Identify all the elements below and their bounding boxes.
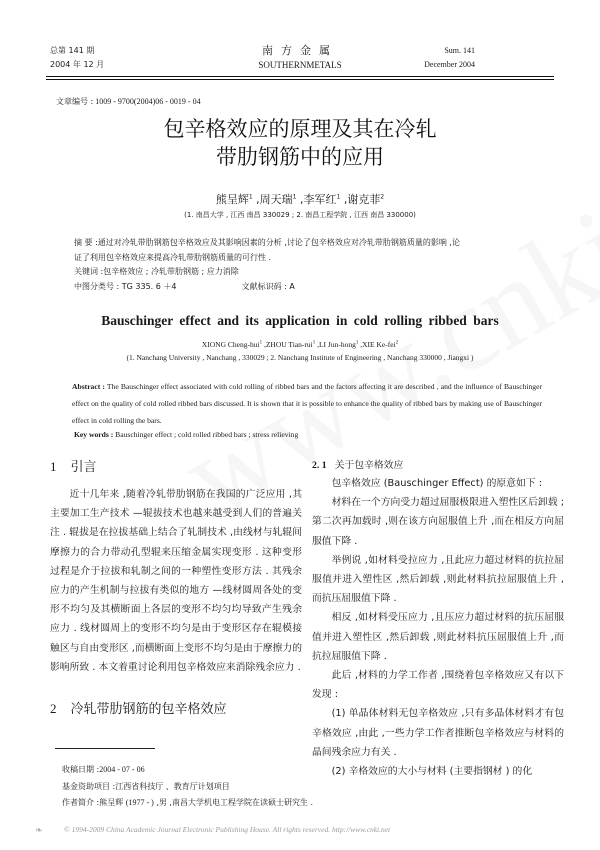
section-heading-1 bbox=[50, 458, 302, 477]
issue-number-en: Sum. 141 bbox=[444, 46, 475, 55]
english-title: Bauschinger effect and its application in cold rolling ribbed bars bbox=[101, 313, 499, 328]
header-rule-thin bbox=[46, 79, 554, 80]
document-code: 文献标识码 : A bbox=[241, 281, 295, 291]
author-en: ,XIE Ke-fei bbox=[358, 340, 396, 349]
author-bio-label: 作者简介 :熊呈辉 bbox=[62, 798, 126, 807]
author-affiliation-mark: 1 bbox=[259, 340, 263, 346]
author: ,谢克菲 bbox=[340, 193, 381, 206]
section-number: 2 bbox=[50, 701, 57, 716]
keywords-cn: 关键词 :包辛格效应 ; 冷轧带肋钢筋 ; 应力消除 bbox=[74, 267, 239, 276]
author-en: ,LI Jun-hong bbox=[315, 340, 356, 349]
paper-title-line2: 带肋钢筋中的应用 bbox=[216, 145, 384, 169]
section-1-paragraph: 近十几年来 ,随着冷轧带肋钢筋在我国的广泛应用 ,其主要加工生产技术 —辊拔技术也越来越受到人们的普遍关注 . 辊拔是在拉拔基础上结合了轧制技术 ,由线材与轧辊间摩擦力的合力带动孔型辊来压缩金属实现变形 . 这种变形过程是介于拉拔和轧制之间的一种塑性变形方法 . 其残余应力的产生机制与拉拔有类似的地方 —线材圆周各处的变形不均匀及其横断面上各层的变形不均匀均导致产生残余应力 . 线材圆周上的变形不均匀是由于变形区存在辊模接触区与自由变形区 ,而横断面上变形不均匀是由于摩擦力的影响所致 . 本文着重讨论利用包辛格效应来消除残余应力 . bbox=[50, 489, 302, 673]
author-affiliation-mark: 1 bbox=[248, 193, 253, 201]
author-bio-years: (1977 - ) bbox=[125, 798, 154, 807]
article-number-value: 1009 - 9700(2004)06 - 0019 - 04 bbox=[93, 97, 201, 106]
author-affiliation-mark: 1 bbox=[336, 193, 341, 201]
subsection-heading-2-1 bbox=[312, 458, 564, 474]
abstract-cn bbox=[74, 236, 554, 294]
author-en: XIONG Cheng-hui bbox=[201, 340, 260, 349]
article-number bbox=[56, 96, 201, 107]
abstract-cn-line: 摘 要 :通过对冷轧带肋钢筋包辛格效应及其影响因素的分析 ,讨论了包辛格效应对冷轧带肋钢筋质量的影响 ,论 bbox=[74, 238, 460, 247]
english-keywords-label: Key words : bbox=[74, 430, 114, 439]
paragraph: 包辛格效应 (Bauschinger Effect) 的原意如下 : bbox=[331, 478, 542, 489]
section-title: 冷轧带肋钢筋的包辛格效应 bbox=[70, 702, 227, 717]
received-date-label: 收稿日期 : bbox=[62, 765, 100, 774]
english-author-list bbox=[0, 340, 600, 349]
author: 熊呈辉 bbox=[215, 193, 249, 206]
journal-name-cn: 南方金属 bbox=[262, 44, 338, 57]
subsection-number: 2. 1 bbox=[312, 460, 327, 471]
received-date bbox=[62, 762, 313, 779]
paragraph: 举例说 ,如材料受拉应力 ,且此应力超过材料的抗拉屈服值并进入塑性区 ,然后卸载 ,则此材料抗拉屈服值上升 ,而抗压屈服值下降 . bbox=[312, 554, 564, 605]
issue-info-en bbox=[424, 44, 475, 72]
issue-date-en: December 2004 bbox=[424, 60, 475, 69]
author-bio-text: ,男 ,南昌大学机电工程学院在读硕士研究生 . bbox=[153, 798, 314, 807]
copyright-notice: © 1994-2009 China Academic Journal Electronic Publishing House. All rights reserved. http://www.cnki.net bbox=[64, 825, 391, 834]
author-en: ,ZHOU Tian-rui bbox=[262, 340, 313, 349]
author: ,周天瑞 bbox=[252, 193, 293, 206]
header-rule-thick bbox=[46, 76, 554, 77]
journal-name bbox=[0, 43, 600, 72]
author-affiliation-mark: 2 bbox=[380, 193, 385, 201]
journal-name-en: SOUTHERNMETALS bbox=[258, 60, 342, 70]
footnotes bbox=[62, 762, 313, 812]
article-number-label: 文章编号 : bbox=[56, 97, 94, 106]
author-affiliation-mark: 1 bbox=[312, 340, 316, 346]
section-heading-2 bbox=[50, 700, 227, 727]
paper-title-line1: 包辛格效应的原理及其在冷轧 bbox=[163, 117, 437, 141]
paragraph: 材料在一个方向受力超过屈服极限进入塑性区后卸载 ;第二次再加载时 ,则在该方向屈服值上升 ,而在相反方向屈服值下降 . bbox=[312, 497, 564, 547]
english-abstract-label: Abstract : bbox=[72, 382, 105, 391]
author-affiliation-mark: 2 bbox=[395, 340, 399, 346]
english-abstract-text: The Bauschinger effect associated with cold rolling of ribbed bars and the factors affecting it are described , and the influence of Bauschinger effect on the quality of cold rolled ribbed bars discussed. It is shown that it is possible to enhance the quality of ribbed bars by making use of Bauschinger effect in cold rolling the bars. bbox=[72, 382, 543, 425]
section-number: 1 bbox=[50, 459, 57, 474]
section-title: 引言 bbox=[70, 460, 97, 475]
author-bio bbox=[62, 795, 313, 812]
paragraph: 相反 ,如材料受压应力 ,且压应力超过材料的抗压屈服值并进入塑性区 ,然后卸载 ,则此材料抗压屈服值上升 ,而抗拉屈服值下降 . bbox=[312, 612, 564, 662]
author-list bbox=[0, 191, 600, 207]
footnote-rule bbox=[55, 748, 155, 749]
paragraph: 此后 ,材料的力学工作者 ,围绕着包辛格效应又有以下发现 : bbox=[312, 670, 564, 701]
paragraph: (1) 单晶体材料无包辛格效应 ,只有多晶体材料才有包辛格效应 ,由此 ,一些力学工作者推断包辛格效应与材料的晶间残余应力有关 . bbox=[312, 708, 564, 758]
issue-date: 2004 年 12 月 bbox=[50, 60, 105, 69]
paper-title bbox=[0, 115, 600, 171]
author: ,李军红 bbox=[296, 193, 337, 206]
clc-number: 中图分类号 : TG 335. 6 ＋4 bbox=[74, 281, 177, 291]
funding: 基金资助项目 :江西省科技厅 、教育厅计划项目 bbox=[62, 781, 230, 791]
received-date-value: 2004 - 07 - 06 bbox=[99, 765, 145, 774]
author-affiliation-mark: 1 bbox=[355, 340, 359, 346]
english-keywords-text: Bauschinger effect ; cold rolled ribbed bars ; stress relieving bbox=[113, 430, 299, 439]
english-keywords bbox=[74, 430, 544, 439]
issue-number: 总第 141 期 bbox=[50, 46, 95, 55]
subsection-title: 关于包辛格效应 bbox=[334, 460, 404, 471]
cnki-logo-icon: ❧ bbox=[35, 826, 43, 836]
english-abstract bbox=[72, 378, 542, 429]
right-column bbox=[312, 458, 564, 781]
paragraph: (2) 辛格效应的大小与材料 (主要指钢材 ) 的化 bbox=[331, 766, 533, 778]
affiliations: (1. 南昌大学 , 江西 南昌 330029 ; 2. 南昌工程学院 , 江西 南昌 330000) bbox=[184, 211, 416, 219]
abstract-cn-line: 证了利用包辛格效应来提高冷轧带肋钢筋质量的可行性 . bbox=[74, 252, 272, 262]
left-column bbox=[50, 458, 302, 677]
english-affiliations: (1. Nanchang University , Nanchang , 330029 ; 2. Nanchang Institute of Engineering , Nanchang 330000 , Jiangxi ) bbox=[126, 353, 474, 362]
classification-row bbox=[74, 280, 554, 295]
author-affiliation-mark: 1 bbox=[292, 193, 297, 201]
